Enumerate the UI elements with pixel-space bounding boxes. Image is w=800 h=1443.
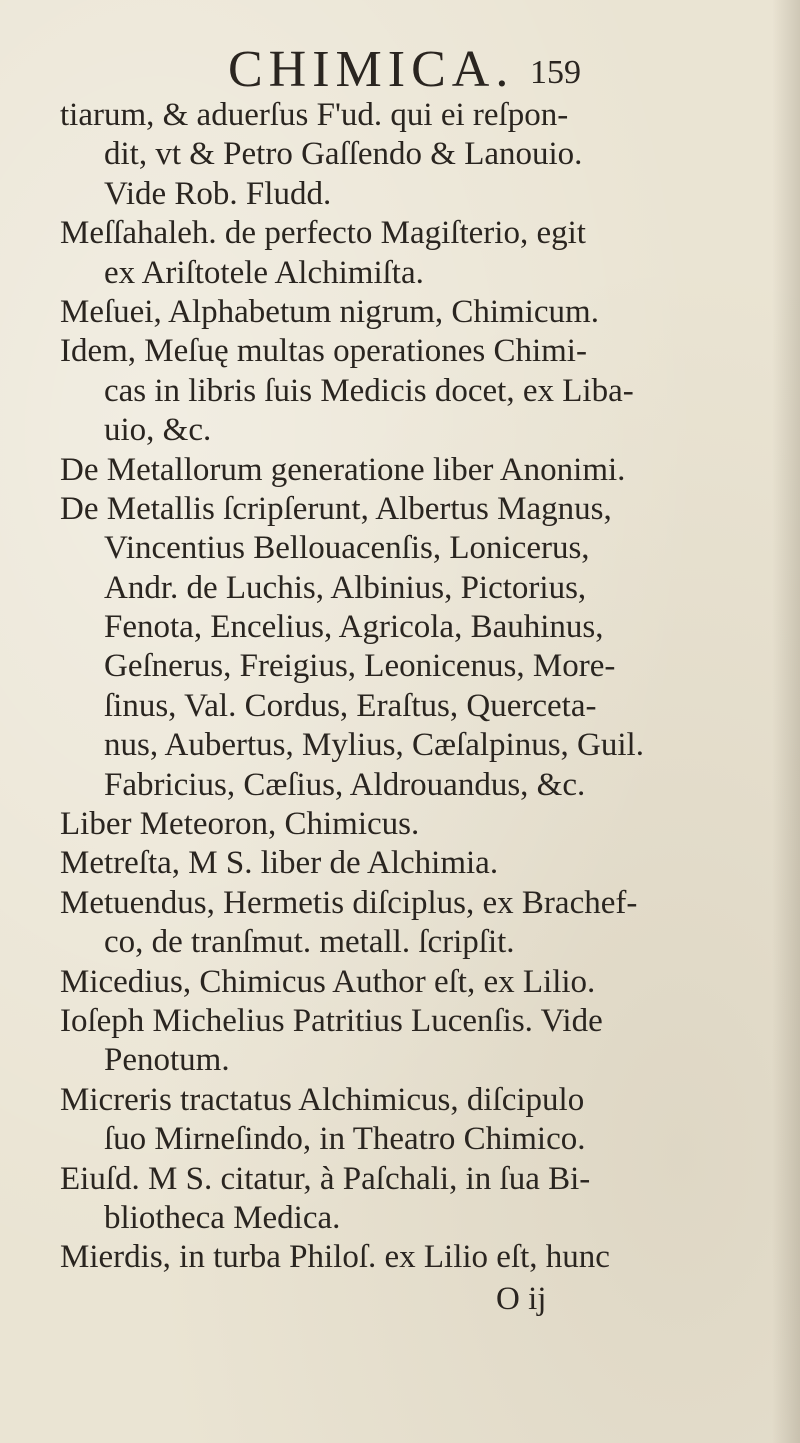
text-line: De Metallorum generatione liber Anonimi. [60, 451, 626, 488]
text-line: nus, Aubertus, Mylius, Cæſalpinus, Guil. [104, 727, 644, 764]
text-line: uio, &c. [104, 412, 212, 449]
text-line: De Metallis ſcripſerunt, Albertus Magnus, [60, 490, 612, 527]
text-line: ſinus, Val. Cordus, Eraſtus, Quercetа- [104, 687, 597, 724]
text-line: Geſnerus, Freigius, Leonicenus, More- [104, 648, 616, 685]
text-line: tiarum, & aduerſus F'ud. qui ei reſpon- [60, 97, 569, 133]
text-line: Micedius, Chimicus Author eſt, ex Lilio. [60, 963, 596, 1000]
text-line: bliotheca Medica. [104, 1199, 341, 1236]
text-line: Vide Rob. Fludd. [104, 175, 332, 212]
text-line: ſuo Mirneſindo, in Theatro Chimico. [104, 1121, 586, 1158]
text-line: Metuendus, Hermetis diſciplus, ex Brachef- [60, 884, 638, 921]
text-line: Vincentius Bellouacenſis, Lonicerus, [104, 530, 590, 567]
text-line: Eiuſd. M S. citatur, à Paſchali, in ſua Bi- [60, 1160, 591, 1197]
text-line: Meſuei, Alphabetum nigrum, Chimicum. [60, 293, 599, 330]
text-line: Micreris tractatus Alchimicus, diſcipulo [60, 1081, 585, 1118]
page-header [228, 40, 668, 100]
running-title: CHIMICA. [228, 41, 515, 98]
text-line: Meſſahaleh. de perfecto Magiſterio, egit [60, 215, 586, 252]
text-line: Idem, Meſuę multas operationes Chimi- [60, 333, 587, 370]
page-number: 159 [530, 54, 581, 91]
text-line: Fenota, Encelius, Agricola, Bauhinus, [104, 609, 604, 646]
body-text [60, 96, 780, 1278]
text-line: Liber Meteoron, Chimicus. [60, 806, 420, 843]
text-line: Mierdis, in turba Philoſ. ex Lilio eſt, hunc [60, 1239, 610, 1276]
text-line: dit, vt & Petro Gaſſendo & Lanouio. [104, 136, 583, 173]
text-line: cas in libris ſuis Medicis docet, ex Liba- [104, 372, 634, 409]
text-line: Fabricius, Cæſius, Aldrouandus, &c. [104, 766, 586, 803]
text-line: Metreſta, M S. liber de Alchimia. [60, 845, 499, 882]
signature-mark: O ij [496, 1281, 547, 1317]
text-line: Penotum. [104, 1042, 230, 1079]
text-line: Ioſeph Michelius Patritius Lucenſis. Vide [60, 1002, 603, 1039]
text-line: ex Ariſtotele Alchimiſta. [104, 254, 424, 291]
text-line: co, de tranſmut. metall. ſcripſit. [104, 924, 515, 961]
text-line: Andr. de Luchis, Albinius, Pictorius, [104, 569, 587, 606]
